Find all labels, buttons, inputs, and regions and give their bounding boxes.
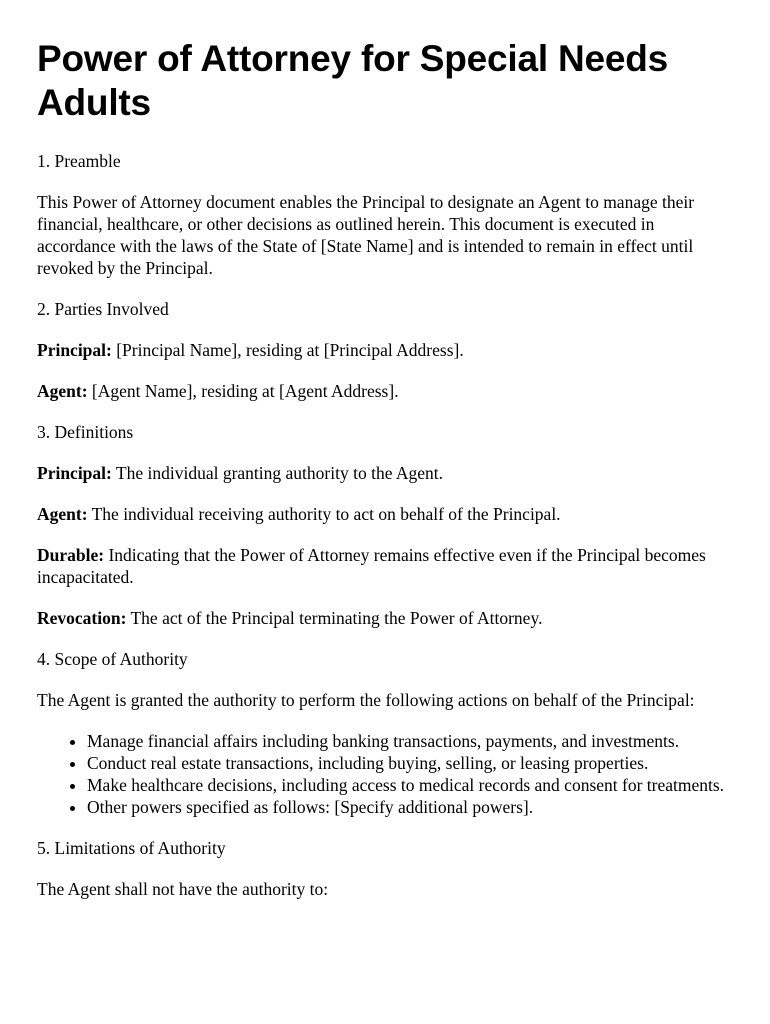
section-heading-limitations: 5. Limitations of Authority xyxy=(37,838,226,858)
list-item: • Other powers specified as follows: [Specify additional powers]. xyxy=(87,796,734,818)
list-item: • Conduct real estate transactions, including buying, selling, or leasing properties. xyxy=(87,752,734,774)
definition-text: The act of the Principal terminating the Power of Attorney. xyxy=(126,608,543,628)
section-heading-preamble: 1. Preamble xyxy=(37,151,121,171)
definition-text: The individual granting authority to the Agent. xyxy=(111,463,444,483)
list-item: • Manage financial affairs including banking transactions, payments, and investments. xyxy=(87,730,734,752)
party-agent-label: Agent: xyxy=(37,381,88,401)
definition-term: Principal: xyxy=(37,463,112,483)
section-heading-definitions: 3. Definitions xyxy=(37,422,134,442)
party-agent-text: [Agent Name], residing at [Agent Address]. xyxy=(87,381,399,401)
section-heading-scope: 4. Scope of Authority xyxy=(37,649,188,669)
definition-term: Revocation: xyxy=(37,608,127,628)
section-heading-parties: 2. Parties Involved xyxy=(37,299,169,319)
scope-list xyxy=(37,730,734,818)
definition-principal xyxy=(37,462,734,484)
definition-term: Agent: xyxy=(37,504,88,524)
definition-term: Durable: xyxy=(37,545,105,565)
document-title: Power of Attorney for Special Needs Adults xyxy=(37,38,669,123)
party-principal xyxy=(37,339,734,361)
definition-text: The individual receiving authority to act on behalf of the Principal. xyxy=(87,504,561,524)
preamble-text: This Power of Attorney document enables the Principal to designate an Agent to manage their financial, healthcare, or other decisions as outlined herein. This document is executed in accordance with the laws of the State of [State Name] and is intended to remain in effect until revoked by the Principal. xyxy=(37,192,695,278)
party-principal-text: [Principal Name], residing at [Principal Address]. xyxy=(111,340,464,360)
limitations-intro: The Agent shall not have the authority to: xyxy=(37,879,329,899)
party-principal-label: Principal: xyxy=(37,340,112,360)
scope-intro: The Agent is granted the authority to perform the following actions on behalf of the Principal: xyxy=(37,690,695,710)
definition-agent xyxy=(37,503,734,525)
definition-revocation xyxy=(37,607,734,629)
party-agent xyxy=(37,380,734,402)
definition-text: Indicating that the Power of Attorney remains effective even if the Principal becomes incapacitated. xyxy=(37,545,706,587)
list-item: • Make healthcare decisions, including access to medical records and consent for treatments. xyxy=(87,774,734,796)
definition-durable xyxy=(37,544,734,588)
